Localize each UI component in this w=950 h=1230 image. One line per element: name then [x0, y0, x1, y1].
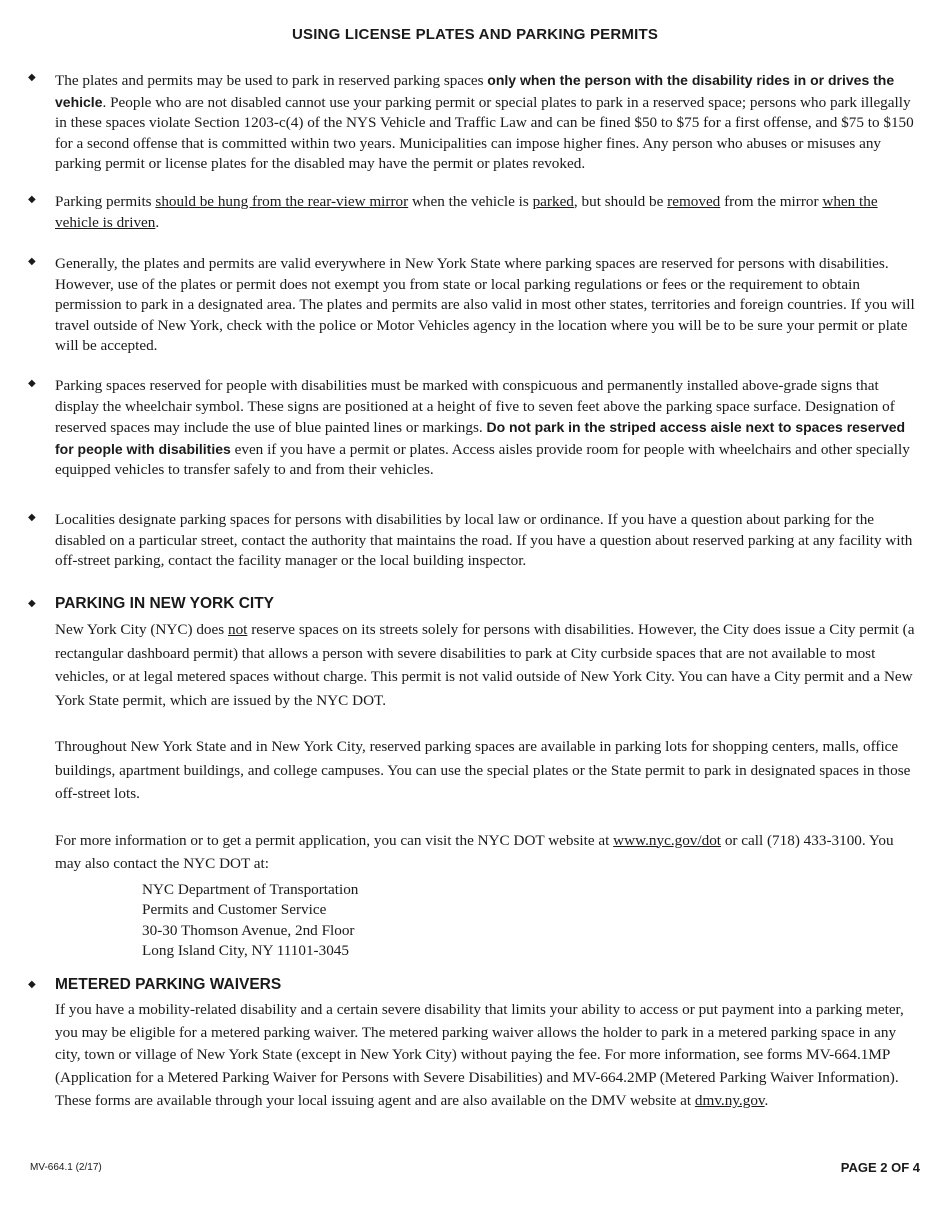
- address-line: Permits and Customer Service: [142, 901, 327, 918]
- bullet-item-localities: [28, 510, 923, 572]
- bullet-diamond-icon: ◆: [28, 194, 36, 205]
- dmv-website-link[interactable]: dmv.ny.gov: [694, 1091, 765, 1109]
- address-line: 30-30 Thomson Avenue, 2nd Floor: [142, 921, 355, 939]
- bullet-diamond-icon: ◆: [28, 512, 36, 523]
- section-nyc-parking: [28, 594, 923, 962]
- bullet-diamond-icon: ◆: [28, 256, 36, 267]
- section-heading: METERED PARKING WAIVERS: [55, 976, 282, 993]
- form-id: MV-664.1 (2/17): [30, 1162, 102, 1173]
- bullet-item-signage: [28, 376, 923, 481]
- bullet-item-permit-hanging: [28, 192, 923, 233]
- bullet-item-validity: [28, 254, 923, 357]
- section-heading: PARKING IN NEW YORK CITY: [55, 595, 275, 612]
- nyc-dot-link[interactable]: www.nyc.gov/dot: [613, 831, 722, 849]
- nyc-dot-address: [142, 880, 923, 962]
- bullet-text: Parking spaces reserved for people with disabilities must be marked with conspicuous and permanently installed above-grade signs that display the wheelchair symbol. These signs are positioned at a height of five to seven feet above the parking space surface. Designation of reserved spaces may include the use of blue painted lines or markings. Do not park in the striped access aisle next to spaces reserved for people with disabilities even if you have a permit or plates. Access aisles provide room for people with wheelchairs and other specially equipped vehicles to transfer safely to and from their vehicles.: [55, 377, 910, 478]
- section-metered-waivers: [28, 975, 923, 1113]
- bullet-item-plates-usage: [28, 70, 923, 175]
- nyc-paragraph-3: For more information or to get a permit application, you can visit the NYC DOT website at www.nyc.gov/dot or call (718) 433-3100. You may also contact the NYC DOT at:: [55, 831, 894, 872]
- bullet-text: Parking permits should be hung from the rear-view mirror when the vehicle is parked, but should be removed from the mirror when the vehicle is driven.: [55, 193, 878, 231]
- metered-paragraph: If you have a mobility-related disability and a certain severe disability that limits your ability to access or put payment into a parking meter, you may be eligible for a metered parking waiver. The metered parking waiver allows the holder to park in a metered parking space in any city, town or village of New York State (except in New York City) without paying the fee. For more information, see forms MV-664.1MP (Application for a Metered Parking Waiver for Persons with Severe Disabilities) and MV-664.2MP (Metered Parking Waiver Information). These forms are available through your local issuing agent and are also available on the DMV website at dmv.ny.gov.: [55, 1001, 904, 1109]
- bullet-diamond-icon: ◆: [28, 72, 36, 83]
- nyc-paragraph-1: New York City (NYC) does not reserve spaces on its streets solely for persons with disabilities. However, the City does issue a City permit (a rectangular dashboard permit) that allows a person with severe disabilities to park at City curbside spaces that are not available to most vehicles, or at legal metered spaces without charge. This permit is not valid outside of New York City. You can have a City permit and a New York State permit, which are issued by the NYC DOT.: [55, 621, 915, 709]
- address-line: NYC Department of Transportation: [142, 880, 359, 898]
- bullet-text: Generally, the plates and permits are valid everywhere in New York State where parking spaces are reserved for persons with disabilities. However, use of the plates or permit does not exempt you from state or local parking regulations or fees or the requirement to obtain permission to park in a designated area. The plates and permits are also valid in most other states, territories and foreign countries. If you will travel outside of New York, check with the police or Motor Vehicles agency in the location where you will be to be sure your permit or plate will be accepted.: [55, 255, 915, 354]
- address-line: Long Island City, NY 11101-3045: [142, 942, 349, 959]
- bullet-diamond-icon: ◆: [28, 378, 36, 389]
- bullet-diamond-icon: ◆: [28, 598, 36, 609]
- page-title: USING LICENSE PLATES AND PARKING PERMITS: [291, 26, 659, 43]
- page-number: PAGE 2 OF 4: [840, 1160, 920, 1175]
- bullet-text: The plates and permits may be used to park in reserved parking spaces only when the person with the disability rides in or drives the vehicle. People who are not disabled cannot use your parking permit or special plates to park in a reserved space; persons who park illegally in these spaces violate Section 1203-c(4) of the NYS Vehicle and Traffic Law and can be fined $50 to $75 for a first offense, and $75 to $150 for a second offense that is committed within two years. Municipalities can impose higher fines. Any person who abuses or misuses any parking permit or license plates for the disabled may have the permit or plates revoked.: [55, 72, 914, 172]
- bullet-diamond-icon: ◆: [28, 979, 36, 990]
- nyc-paragraph-2: Throughout New York State and in New York City, reserved parking spaces are available in parking lots for shopping centers, malls, office buildings, apartment buildings, and college campuses. You can use the special plates or the State permit to park in designated spaces in those off-street lots.: [55, 738, 911, 802]
- bullet-text: Localities designate parking spaces for persons with disabilities by local law or ordinance. If you have a question about parking for the disabled on a particular street, contact the authority that maintains the road. If you have a question about reserved parking at any facility with off-street parking, contact the facility manager or the local building inspector.: [55, 511, 913, 569]
